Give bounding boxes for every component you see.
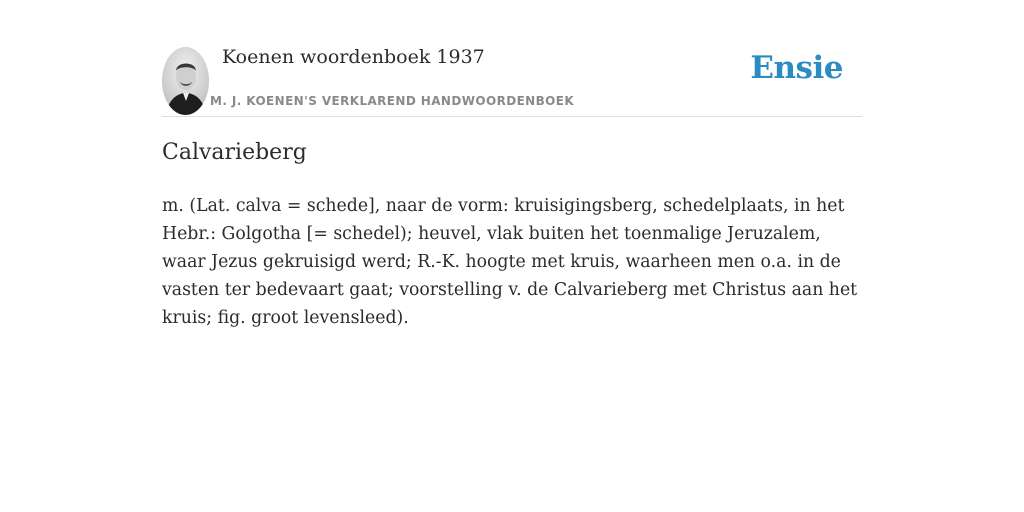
book-title[interactable]: Koenen woordenboek 1937 xyxy=(222,46,485,68)
entry-definition: m. (Lat. calva = schede], naar de vorm: kruisigingsberg, schedelplaats, in het Hebr.: Golgotha [= schedel); heuvel, vlak buiten het toenmalige Jeruzalem, waar Jezus gekruisigd werd; R.-K. hoogte met kruis, waarheen men o.a. in de vasten ter bedevaart gaat; voorstelling v. de Calvarieberg met Christus aan het kruis; fig. groot levensleed). xyxy=(162,196,858,328)
ensie-logo-link[interactable]: Ensie xyxy=(750,50,843,86)
header xyxy=(162,0,862,117)
author-portrait-image xyxy=(162,47,209,115)
book-subtitle: M. J. KOENEN'S VERKLAREND HANDWOORDENBOEK xyxy=(210,94,575,108)
author-portrait xyxy=(162,47,209,115)
page xyxy=(162,0,862,512)
entry-title: Calvarieberg xyxy=(162,140,307,165)
